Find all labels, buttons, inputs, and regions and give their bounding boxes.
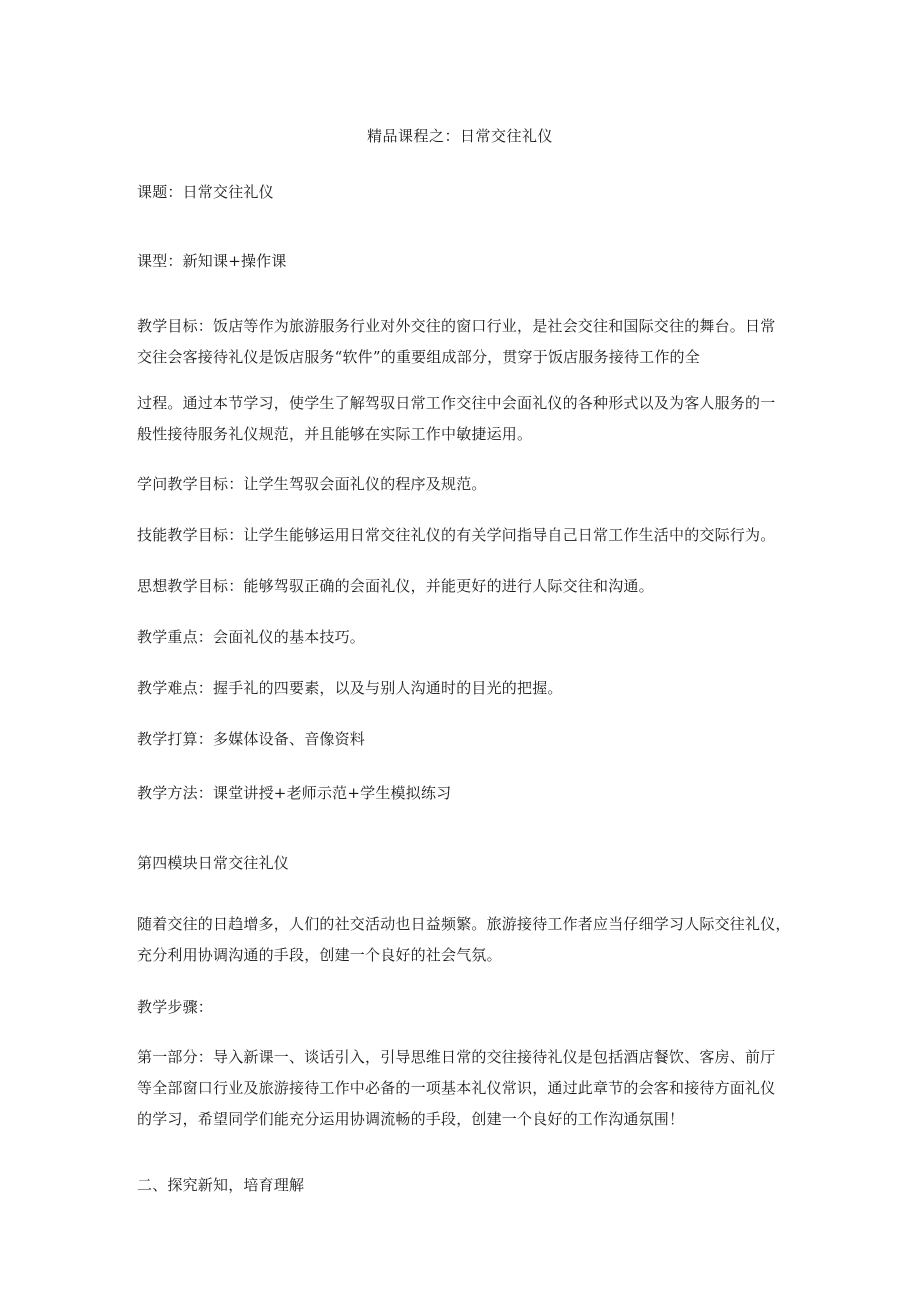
intro-paragraph-line-1: 随着交往的日趋增多，人们的社交活动也日益频繁。旅游接待工作者应当仔细学习人际交往礼仪， <box>137 915 791 933</box>
document-title: 精品课程之：日常交往礼仪 <box>366 127 553 145</box>
knowledge-goal: 学问教学目标：让学生驾驭会面礼仪的程序及规范。 <box>137 475 487 493</box>
teaching-goal-line-4: 般性接待服务礼仪规范，并且能够在实际工作中敏捷运用。 <box>137 425 533 443</box>
teaching-goal-line-1: 教学目标：饭店等作为旅游服务行业对外交往的窗口行业，是社会交往和国际交往的舞台。日常 <box>137 317 776 335</box>
teaching-goal-line-3: 过程。通过本节学习，使学生了解驾驭日常工作交往中会面礼仪的各种形式以及为客人服务的一 <box>137 394 776 412</box>
teaching-steps-heading: 教学步骤： <box>137 998 214 1016</box>
part-one-line-2: 等全部窗口行业及旅游接待工作中必备的一项基本礼仪常识，通过此章节的会客和接待方面礼仪 <box>137 1079 776 1097</box>
teaching-goal-line-2: 交往会客接待礼仪是饭店服务“软件”的重要组成部分，贯穿于饭店服务接待工作的全 <box>137 348 700 366</box>
module-heading: 第四模块日常交往礼仪 <box>137 854 290 872</box>
part-one-line-3: 的学习，希望同学们能充分运用协调流畅的手段，创建一个良好的工作沟通氛围！ <box>137 1110 685 1128</box>
lesson-topic: 课题：日常交往礼仪 <box>137 183 274 201</box>
teaching-method: 教学方法：课堂讲授+老师示范+学生模拟练习 <box>137 784 452 802</box>
intro-paragraph-line-2: 充分利用协调沟通的手段，创建一个良好的社会气氛。 <box>137 946 502 964</box>
skill-goal: 技能教学目标：让学生能够运用日常交往礼仪的有关学问指导自己日常工作生活中的交际行为。 <box>137 526 776 544</box>
lesson-type: 课型：新知课+操作课 <box>137 252 287 270</box>
section-two-heading: 二、探究新知，培育理解 <box>137 1176 305 1194</box>
teaching-difficulty: 教学难点：握手礼的四要素，以及与别人沟通时的目光的把握。 <box>137 679 563 697</box>
part-one-line-1: 第一部分：导入新课一、谈话引入，引导思维日常的交往接待礼仪是包括酒店餐饮、客房、前厅 <box>137 1048 776 1066</box>
teaching-preparation: 教学打算：多媒体设备、音像资料 <box>137 730 366 748</box>
teaching-key-point: 教学重点：会面礼仪的基本技巧。 <box>137 628 366 646</box>
thought-goal: 思想教学目标：能够驾驭正确的会面礼仪，并能更好的进行人际交往和沟通。 <box>137 577 654 595</box>
